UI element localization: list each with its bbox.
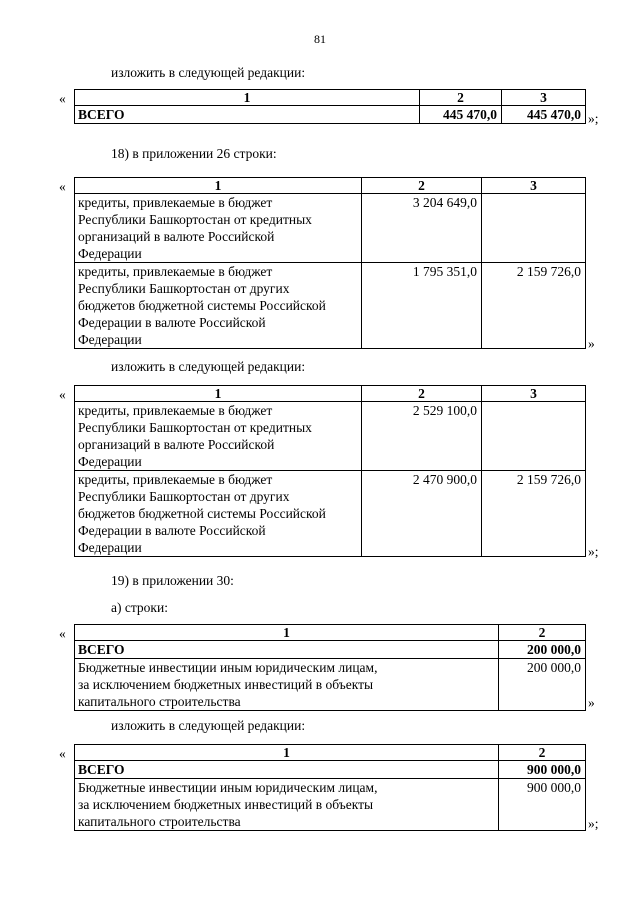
- header-cell: 2: [499, 745, 586, 761]
- close-quote: »: [588, 336, 595, 351]
- label-line: за исключением бюджетных инвестиций в объекты: [78, 797, 374, 812]
- row-label: [75, 194, 362, 263]
- label-line: организаций в валюте Российской: [78, 437, 275, 452]
- label-line: Республики Башкортостан от кредитных: [78, 212, 312, 227]
- open-quote: «: [59, 91, 66, 106]
- label-line: Республики Башкортостан от других: [78, 489, 290, 504]
- close-quote: »;: [588, 111, 599, 126]
- label-line: Федерации в валюте Российской: [78, 523, 266, 538]
- value-cell: 445 470,0: [502, 106, 586, 124]
- header-cell: 1: [75, 178, 362, 194]
- header-cell: 1: [75, 745, 499, 761]
- value-cell: 2 470 900,0: [362, 471, 482, 557]
- header-cell: 1: [75, 386, 362, 402]
- header-cell: 3: [482, 178, 586, 194]
- table-row: [75, 641, 586, 659]
- instruction-text: изложить в следующей редакции:: [111, 718, 306, 733]
- table-row: [75, 402, 586, 471]
- table-header-row: [75, 178, 586, 194]
- header-cell: 2: [362, 178, 482, 194]
- label-line: Республики Башкортостан от кредитных: [78, 420, 312, 435]
- open-quote: «: [59, 179, 66, 194]
- close-quote: »;: [588, 816, 599, 831]
- table-row: [75, 106, 586, 124]
- table-investments-new: [74, 744, 586, 831]
- header-cell: 2: [362, 386, 482, 402]
- open-quote: «: [59, 626, 66, 641]
- value-cell: 2 159 726,0: [482, 263, 586, 349]
- label-line: кредиты, привлекаемые в бюджет: [78, 264, 273, 279]
- label-line: Бюджетные инвестиции иным юридическим лицам,: [78, 660, 378, 675]
- instruction-text: изложить в следующей редакции:: [111, 65, 306, 80]
- row-label: ВСЕГО: [75, 106, 420, 124]
- value-cell: [482, 402, 586, 471]
- value-cell: [482, 194, 586, 263]
- label-line: бюджетов бюджетной системы Российской: [78, 298, 326, 313]
- table-header-row: [75, 625, 586, 641]
- label-line: капитального строительства: [78, 694, 241, 709]
- table-row: [75, 471, 586, 557]
- table-row: [75, 761, 586, 779]
- row-label: [75, 471, 362, 557]
- row-label: [75, 263, 362, 349]
- value-cell: 900 000,0: [499, 761, 586, 779]
- table-header-row: [75, 745, 586, 761]
- row-label: ВСЕГО: [75, 641, 499, 659]
- table-header-row: [75, 386, 586, 402]
- instruction-text: а) строки:: [111, 600, 168, 615]
- value-cell: 200 000,0: [499, 641, 586, 659]
- value-cell: 200 000,0: [499, 659, 586, 711]
- table-investments-old: [74, 624, 586, 711]
- header-cell: 2: [420, 90, 502, 106]
- page-number: 81: [314, 32, 326, 46]
- value-cell: 900 000,0: [499, 779, 586, 831]
- row-label: [75, 659, 499, 711]
- table-header-row: [75, 90, 586, 106]
- header-cell: 1: [75, 625, 499, 641]
- label-line: Федерации: [78, 332, 142, 347]
- table-credits-new: [74, 385, 586, 557]
- table-row: [75, 263, 586, 349]
- label-line: Бюджетные инвестиции иным юридическим лицам,: [78, 780, 378, 795]
- open-quote: «: [59, 746, 66, 761]
- value-cell: 2 159 726,0: [482, 471, 586, 557]
- label-line: организаций в валюте Российской: [78, 229, 275, 244]
- label-line: кредиты, привлекаемые в бюджет: [78, 195, 273, 210]
- open-quote: «: [59, 387, 66, 402]
- label-line: Федерации в валюте Российской: [78, 315, 266, 330]
- table-row: [75, 659, 586, 711]
- table-row: [75, 194, 586, 263]
- value-cell: 1 795 351,0: [362, 263, 482, 349]
- instruction-text: 18) в приложении 26 строки:: [111, 146, 277, 161]
- label-line: кредиты, привлекаемые в бюджет: [78, 403, 273, 418]
- instruction-text: 19) в приложении 30:: [111, 573, 234, 588]
- label-line: Республики Башкортостан от других: [78, 281, 290, 296]
- row-label: [75, 402, 362, 471]
- label-line: Федерации: [78, 454, 142, 469]
- value-cell: 445 470,0: [420, 106, 502, 124]
- close-quote: »: [588, 695, 595, 710]
- table-total-1: [74, 89, 586, 124]
- value-cell: 3 204 649,0: [362, 194, 482, 263]
- label-line: Федерации: [78, 246, 142, 261]
- table-row: [75, 779, 586, 831]
- label-line: кредиты, привлекаемые в бюджет: [78, 472, 273, 487]
- row-label: ВСЕГО: [75, 761, 499, 779]
- row-label: [75, 779, 499, 831]
- value-cell: 2 529 100,0: [362, 402, 482, 471]
- table-credits-old: [74, 177, 586, 349]
- instruction-text: изложить в следующей редакции:: [111, 359, 306, 374]
- label-line: за исключением бюджетных инвестиций в объекты: [78, 677, 374, 692]
- header-cell: 3: [482, 386, 586, 402]
- header-cell: 3: [502, 90, 586, 106]
- label-line: Федерации: [78, 540, 142, 555]
- label-line: бюджетов бюджетной системы Российской: [78, 506, 326, 521]
- label-line: капитального строительства: [78, 814, 241, 829]
- header-cell: 2: [499, 625, 586, 641]
- header-cell: 1: [75, 90, 420, 106]
- close-quote: »;: [588, 544, 599, 559]
